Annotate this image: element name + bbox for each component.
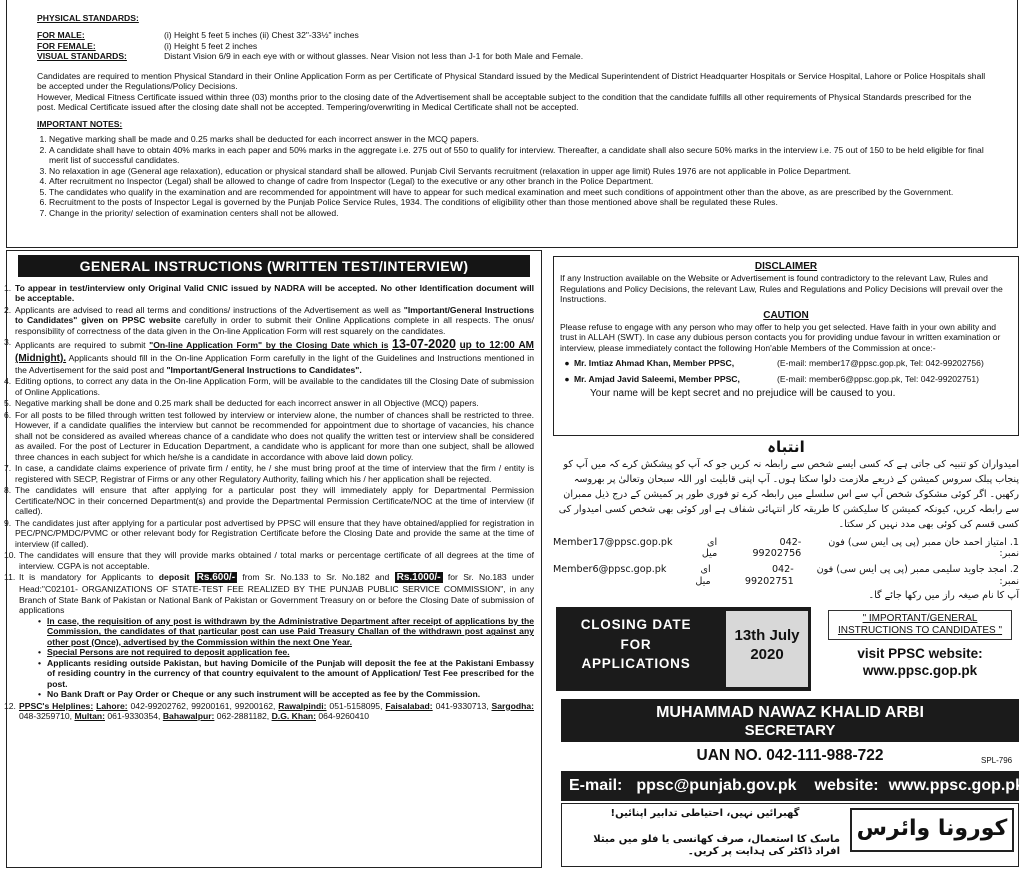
- visual-label: VISUAL STANDARDS:: [37, 51, 127, 62]
- male-standard-row: [37, 30, 987, 40]
- urdu-member-row: [553, 537, 1019, 560]
- general-instructions-heading: GENERAL INSTRUCTIONS (WRITTEN TEST/INTERVIEW): [18, 255, 530, 277]
- physical-para-2: However, Medical Fitness Certificate issued within three (03) months prior to the closing date of the Advertisement shall be acceptable subject to the condition that the candidate fulfills all other requirements of Physical Standards prescribed for the post. Medical Certificate issued after the closing date shall not be accepted. Tempering/overwriting in Medical Certificate shall not be accepted.: [37, 91, 972, 113]
- urdu-mail-label: ای میل: [701, 536, 718, 560]
- instruction-item: 7. In case, a candidate claims experience of private firm / entity, he / she must bring proof at the time of interview that the firm / entity is registered with SECP, Registrar of Firms or any other Regulatory Authority, failing which his / her application shall be rejected.: [4, 463, 534, 484]
- instruction-text: It is mandatory for Applicants to: [19, 572, 159, 583]
- fee-sub-item: • Applicants residing outside Pakistan, but having Domicile of the Punjab will deposit the fee at the Pakistani Embassy of residing country in the currency of that country equivalent to the amount of Application/ Test Fee prescribed for the post.: [47, 658, 534, 689]
- urdu-member-name: 1. امتیاز احمد خان ممبر (پی پی ایس سی) فون نمبر:: [828, 536, 1019, 560]
- member-name: Mr. Imtiaz Ahmad Khan, Member PPSC,: [574, 358, 735, 369]
- visual-standard-row: [37, 51, 987, 61]
- phone-number: 041-9330713,: [432, 700, 492, 711]
- urdu-member-phone: 042-99202756: [752, 536, 802, 560]
- urdu-member-phone: 042-99202751: [744, 564, 794, 587]
- instruction-text: from Sr. No.133 to Sr. No.182 and: [237, 572, 395, 583]
- fee-badge-1000: Rs.1000/-: [396, 572, 441, 584]
- instruction-emphasis: deposit: [158, 572, 190, 583]
- uan-number: UAN NO. 042-111-988-722: [696, 747, 884, 764]
- urdu-member-row: [553, 564, 1019, 587]
- fee-sub-list: [19, 616, 534, 700]
- male-value: (i) Height 5 feet 5 inches (ii) Chest 32"-33½" inches: [164, 30, 359, 41]
- instruction-text: In case, a candidate claims experience of private firm / entity, he / she must bring proof at the time of interview that the firm / entity is registered with SECP, Registrar of Firms or any other Regulatory Authority, failing which his / her application shall be rejected.: [15, 463, 534, 484]
- email-label: E-mail:: [569, 777, 623, 794]
- physical-para-1: Candidates are required to mention Physical Standard in their Online Application Form as per Certificate of Physical Standard issued by the Medical Superintendent of District Headquarter Hospitals or Service Hospital, Lahore or Police Hospitals shall be accepted under the Regulations/Policy Decisions.: [37, 70, 986, 92]
- female-value: (i) Height 5 feet 2 inches: [164, 40, 258, 51]
- phone-number: 042-99202762, 99200161, 99200162,: [127, 700, 279, 711]
- instruction-text: carefully in order to submit their Online Applications complete in all respects. The onus/ responsibility of correctness of the data given in the On-line Application Form will rest squarely on the candidates.: [15, 315, 534, 336]
- note-item: 3. No relaxation in age (General age relaxation), education or physical standard shall be allowed. Punjab Civil Servants recruitment (relaxation in upper age limit) Rules 1976 are not applicable in Police Department.: [49, 166, 987, 176]
- closing-date-banner: [556, 607, 811, 691]
- caution-heading: CAUTION: [763, 309, 809, 321]
- urdu-member-name: 2. امجد جاوید سلیمی ممبر (پی پی ایس سی) فون نمبر:: [816, 564, 1019, 587]
- city-label: D.G. Khan:: [271, 711, 316, 722]
- instruction-item: 11. It is mandatory for Applicants to deposit Rs.600/- from Sr. No.133 to Sr. No.182 and Rs.1000/- for Sr. No.183 under Head:"C02101- ORGANIZATIONS OF STATE-TEST FEE REALIZED BY THE PUNJAB PUBLIC SERVICE COMMISSION", in any Branch of State Bank of Pakistan or National Bank of Pakistan or Government Treasury on or before the Closing Date of submission of applications • In case, the requisition of any post is withdrawn by the Administrative Department after receipt of applications by the Commission, the candidates of that particular post can use Paid Treasury Challan of the withdrawn post against any other post (Once), advertised by the Commission within the next One Year. • Special Persons are not required to deposit application fee. • Applicants residing outside Pakistan, but having Domicile of the Punjab will deposit the fee at the Pakistani Embassy of residing country in the currency of that country equivalent to the amount of Application/ Test Fee prescribed for the post. • No Bank Draft or Pay Order or Cheque or any such instrument will be accepted as fee by the Commission.: [4, 572, 534, 700]
- disclaimer-box: [553, 256, 1019, 436]
- corona-title: کورونا وائرس: [850, 808, 1014, 852]
- urdu-warning-section: [553, 438, 1019, 600]
- instruction-text: For all posts to be filled through written test followed by interview or interview alone, the number of chances shall be restricted to three. However, if a candidate qualifies the interview but cannot be recommended for appointment due to shortage of vacancies, his chance shall not be considered as availed whereas chance of a candidate who does not qualify the written test or interview shall be considered as availed. For the post of Lecturer in Education Department, a candidate who is applicant for more than one subject, shall be allowed three chances in each subject for which he/she is a candidate in accordance with above laid down policy.: [15, 409, 534, 462]
- note-item: 2. A candidate shall have to obtain 40% marks in each paper and 50% marks in the aggregate i.e. 275 out of 550 to qualify for interview. Thereafter, a candidate shall also secure 50% marks in the interview i.e. 75 out of 150 to be held eligible for final merit list of successful candidates.: [49, 145, 987, 166]
- female-standard-row: [37, 41, 987, 51]
- instruction-item: 3. Applicants are required to submit "On-line Application Form" by the Closing Date which is 13-07-2020 up to 12:00 AM (Midnight). Applicants should fill in the On-line Application Form carefully in the light of the Guidelines and Instructions mentioned in the Advertisement for the said post and "Important/General Instructions to Candidates".: [4, 337, 535, 375]
- important-instructions-box: [822, 610, 1018, 694]
- bullet-icon: ●: [564, 373, 570, 384]
- urdu-member-email: Member6@ppsc.gop.pk: [553, 564, 667, 575]
- instruction-text: for Sr. No.183 under Head:"C02101- ORGANIZATIONS OF STATE-TEST FEE REALIZED BY THE PUNJAB PUBLIC SERVICE COMMISSION", in any Branch of State Bank of Pakistan or National Bank of Pakistan or Government Treasury on or before the Closing Date of submission of applications: [19, 572, 535, 616]
- instruction-text: Editing options, to correct any data in the On-line Application Form, will be available to the candidates till the Closing Date of submission of Online Applications.: [15, 376, 534, 397]
- note-item: 5. The candidates who qualify in the examination and are recommended for appointment will have to appear for such medical examination and meet such conditions of appointment other than the above, as are prescribed by the Government.: [49, 187, 987, 197]
- website-link[interactable]: www.ppsc.gop.pk: [862, 662, 978, 678]
- secretary-title: SECRETARY: [561, 722, 1019, 742]
- urdu-member-email: Member17@ppsc.gop.pk: [553, 536, 673, 548]
- phone-number: 051-5158095,: [326, 700, 386, 711]
- closing-date-inline: 13-07-2020: [392, 337, 456, 352]
- phone-number: 048-3259710,: [19, 711, 75, 722]
- instruction-item: 1. To appear in test/interview only Original Valid CNIC issued by NADRA will be accepted. No other Identification document will be acceptable.: [4, 283, 534, 304]
- male-label: FOR MALE:: [37, 30, 85, 41]
- instruction-text: The candidates just after applying for a particular post advertised by PPSC will ensure that they have obtained/applied for registration in PEC/PNC/PMDC/PVMC or other relevant body for Registration Certificate before the Closing Date and provide the same at the time of interview (if called).: [15, 517, 534, 549]
- city-label: Bahawalpur:: [162, 711, 215, 722]
- website-label: website:: [814, 777, 879, 794]
- website-url[interactable]: www.ppsc.gop.pk: [888, 777, 1024, 794]
- instruction-emphasis: "Important/General Instructions to Candidates".: [166, 364, 362, 375]
- city-label: Lahore:: [96, 700, 128, 711]
- corona-line-2: ماسک کا استعمال، صرف کھانسی یا فلو میں مبتلا افراد ڈاکٹر کی ہدایت پر کریں۔: [593, 834, 840, 858]
- visit-website: visit PPSC website: www.ppsc.gop.pk: [822, 646, 1018, 678]
- helplines-label: PPSC's Helplines:: [19, 700, 94, 711]
- instruction-text: Applicants are advised to read all terms and conditions/ instructions of the Advertisement as well as: [15, 304, 404, 315]
- caution-text: Please refuse to engage with any person who may offer to help you get selected. Have faith in your own ability and trust in ALLAH (SWT). In case any dubious person contacts you for providing undue favour in written examination or interview, please immediately contact the following Hon'able Members of the Commission at once:-: [560, 321, 1001, 353]
- disclaimer-heading: DISCLAIMER: [754, 261, 818, 272]
- general-instructions-list: [4, 283, 534, 723]
- instruction-emphasis: "On-line Application Form" by the Closing Date which is: [149, 340, 389, 351]
- instruction-item: 2. Applicants are advised to read all terms and conditions/ instructions of the Advertisement as well as "Important/General Instructions to Candidates" given on PPSC website carefully in order to submit their Online Applications complete in all respects. The onus/ responsibility of correctness of the data given in the On-line Application Form will rest squarely on the candidates.: [4, 304, 534, 336]
- contact-bar: [561, 771, 1024, 801]
- urdu-warning-title: انتباہ: [767, 438, 805, 456]
- note-item: 7. Change in the priority/ selection of examination centers shall not be allowed.: [49, 208, 987, 218]
- helplines: [19, 701, 534, 722]
- member-row: [560, 374, 1012, 384]
- city-label: Multan:: [74, 711, 105, 722]
- visual-value: Distant Vision 6/9 in each eye with or without glasses. Near Vision not less than J-1 for both Male and Female.: [164, 51, 584, 62]
- important-notes-list: [37, 134, 987, 218]
- corona-line-1: گھبرائیں نہیں، احتیاطی تدابیر اپنائیں!: [610, 808, 800, 819]
- bullet-icon: ●: [564, 358, 570, 369]
- corona-notice: [561, 803, 1019, 867]
- fee-sub-item: • No Bank Draft or Pay Order or Cheque or any such instrument will be accepted as fee by the Commission.: [47, 689, 534, 699]
- instruction-item: 12. PPSC's Helplines: Lahore: 042-99202762, 99200161, 99200162, Rawalpindi: 051-5158095, Faisalabad: 041-9330713, Sargodha: 048-3259710, Multan: 061-9330354, Bahawalpur: 062-2881182, D.G. Khan: 064-9260410: [4, 700, 535, 722]
- disclaimer-text: If any Instruction available on the Website or Advertisement is found contradictory to the relevant Law, Rules and Regulations and Policy Decisions, the relevant Law, Rules and Regulations and Policy Decisions will prevail over the Instructions.: [560, 273, 1003, 305]
- important-notes-heading: IMPORTANT NOTES:: [37, 118, 123, 129]
- fee-sub-item: • In case, the requisition of any post is withdrawn by the Administrative Department after receipt of applications by the Commission, the candidates of that particular post can use Paid Treasury Challan of the withdrawn post against any other post (Once), advertised by the Commission within the next One Year.: [47, 616, 534, 647]
- instruction-item: 8. The candidates will ensure that after applying for a particular post they will immediately apply for Departmental Permission Certificate/NOC in their concerned Department(s) and provide the Departmental Permission Certificate/NOC at the time of interview (if called).: [4, 485, 534, 517]
- secretary-block: [561, 699, 1019, 770]
- member-name: Mr. Amjad Javid Saleemi, Member PPSC,: [574, 373, 740, 384]
- note-item: 6. Recruitment to the posts of Inspector Legal is governed by the Punjab Police Service Rules, 1934. The conditions of eligibility other than those mentioned above shall be regulated these Rules.: [49, 197, 987, 207]
- instruction-item: 4. Editing options, to correct any data in the On-line Application Form, will be available to the candidates till the Closing Date of submission of Online Applications.: [4, 376, 534, 397]
- urdu-warning-text: امیدواران کو تنبیہ کی جاتی ہے کہ کسی ایسے شخص سے رابطہ نہ کریں جو کہ آپ کو پیشکش کرے کہ میں آپ کو پنجاب پبلک سروس کمیشن کے ذریعے ملازمت دلوا سکتا ہوں۔ آپ اپنی قابلیت اور اللہ سبحان وتعالیٰ پر بھروسہ رکھیں۔ اگر کوئی مشکوک شخص آپ سے اس سلسلے میں رابطہ کرے تو فوری طور پر کمیشن کے درج ذیل ممبران سے رابطہ کریں، کیونکہ کمیشن کا سلیکشن کا طریقہ کار انتہائی شفاف ہے اور کوئی بھی شخص کسی امیدوار کی کسی قسم کی کوئی بھی مدد نہیں کر سکتا۔: [558, 459, 1019, 530]
- important-instructions-label: " IMPORTANT/GENERAL INSTRUCTIONS TO CANDIDATES ": [828, 610, 1012, 640]
- city-label: Faisalabad:: [385, 700, 433, 711]
- instruction-text: To appear in test/interview only Original Valid CNIC issued by NADRA will be accepted. No other Identification document will be acceptable.: [15, 283, 534, 304]
- instruction-item: 10. The candidates will ensure that they will provide marks obtained / total marks or percentage certificate of all degrees at the time of interview. CGPA is not acceptable.: [4, 550, 534, 571]
- instruction-text: Applicants are required to submit: [15, 340, 150, 351]
- closing-date-label: CLOSING DATE FOR APPLICATIONS: [580, 617, 692, 672]
- note-item: 4. After recruitment no Inspector (Legal) shall be allowed to change of cadre from Inspector (Legal) to the executive or any other branch in the Police Department.: [49, 176, 987, 186]
- member-contact: (E-mail: member6@ppsc.gop.pk, Tel: 042-99202751): [777, 373, 980, 384]
- female-label: FOR FEMALE:: [37, 40, 96, 51]
- physical-standards-heading: PHYSICAL STANDARDS:: [37, 13, 139, 23]
- note-item: 1. Negative marking shall be made and 0.25 marks shall be deducted for each incorrect answer in the MCQ papers.: [49, 134, 987, 144]
- instruction-item: 6. For all posts to be filled through written test followed by interview or interview alone, the number of chances shall be restricted to three. However, if a candidate qualifies the interview but cannot be recommended for appointment due to shortage of vacancies, his chance shall not be considered as availed whereas chance of a candidate who does not qualify the written test or interview shall be considered as availed. For the post of Lecturer in Education Department, a candidate who is applicant for more than one subject, shall be allowed three chances in each subject for which he/she is a candidate in accordance with above laid down policy.: [4, 409, 534, 462]
- closing-date-value: 13th July 2020: [714, 611, 808, 687]
- phone-number: 061-9330354,: [105, 711, 163, 722]
- phone-number: 064-9260410: [316, 711, 370, 722]
- urdu-warning-footer: آپ کا نام صیغہ راز میں رکھا جائے گا۔: [868, 590, 1019, 602]
- instruction-item: 9. The candidates just after applying for a particular post advertised by PPSC will ensure that they have obtained/applied for registration in PEC/PNC/PMDC/PVMC or other relevant body for Registration Certificate before the Closing Date and provide the same at the time of interview (if called).: [4, 517, 534, 549]
- physical-standards-section: [6, 0, 1018, 248]
- instruction-text: The candidates will ensure that after applying for a particular post they will immediately apply for Departmental Permission Certificate/NOC in their concerned Department(s) and provide the Departmental Permission Certificate/NOC at the time of interview (if called).: [15, 485, 534, 517]
- instruction-text: Applicants should fill in the On-line Application Form carefully in the light of the Guidelines and Instructions mentioned in the Advertisement for the said post and: [15, 352, 534, 375]
- fee-sub-item: • Special Persons are not required to deposit application fee.: [47, 647, 534, 657]
- instruction-item: 5. Negative marking shall be done and 0.25 mark shall be deducted for each incorrect answer in all Objective (MCQ) papers.: [4, 398, 534, 408]
- urdu-mail-label: ای میل: [695, 564, 711, 587]
- instruction-text: Negative marking shall be done and 0.25 mark shall be deducted for each incorrect answer in all Objective (MCQ) papers.: [15, 398, 479, 409]
- phone-number: 062-2881182,: [214, 711, 272, 722]
- city-label: Sargodha:: [491, 700, 535, 711]
- instruction-emphasis: "Important/General Instructions to Candidates" given on PPSC website: [15, 304, 534, 326]
- fee-badge-600: Rs.600/-: [196, 572, 236, 584]
- instruction-emphasis: up to 12:00 AM (Midnight).: [15, 340, 535, 364]
- spl-code: SPL-796: [981, 756, 1013, 765]
- city-label: Rawalpindi:: [278, 700, 327, 711]
- secretary-name: MUHAMMAD NAWAZ KHALID ARBI: [561, 699, 1019, 722]
- member-row: [560, 358, 1012, 368]
- instruction-text: The candidates will ensure that they will provide marks obtained / total marks or percentage certificate of all degrees at the time of interview. CGPA is not acceptable.: [19, 550, 534, 571]
- caution-footer: Your name will be kept secret and no prejudice will be caused to you.: [590, 388, 896, 400]
- member-contact: (E-mail: member17@ppsc.gop.pk, Tel: 042-99202756): [777, 358, 984, 369]
- email-link[interactable]: ppsc@punjab.gov.pk: [636, 777, 797, 794]
